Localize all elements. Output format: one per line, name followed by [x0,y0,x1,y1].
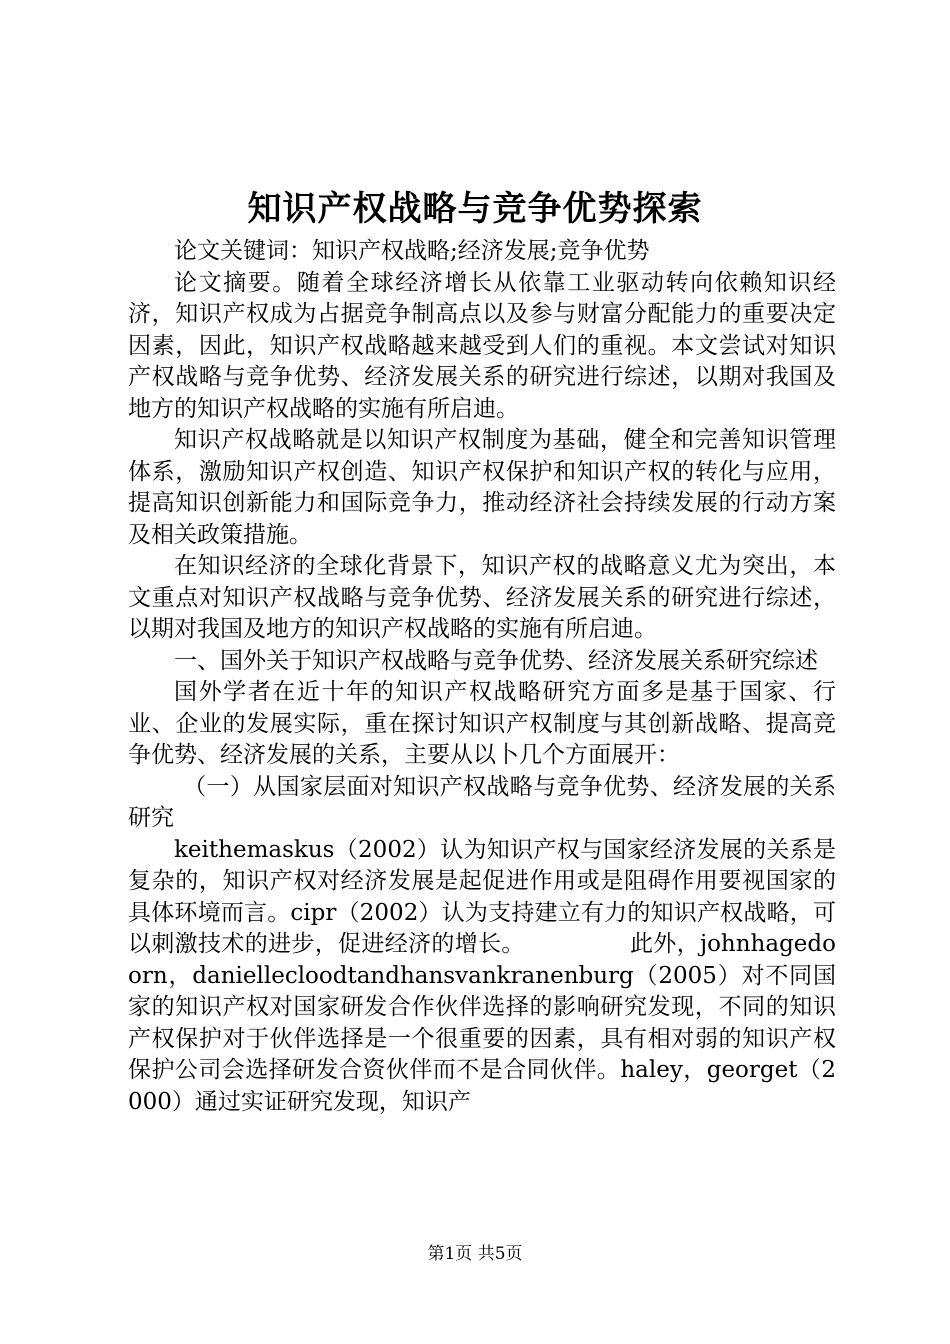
keywords-paragraph: 论文关键词：知识产权战略;经济发展;竞争优势 [174,238,650,264]
document-title: 知识产权战略与竞争优势探索 [247,189,703,229]
subsection-heading: （一）从国家层面对知识产权战略与竞争优势、经济发展的关系研究 [128,773,836,831]
section-heading: 一、国外关于知识产权战略与竞争优势、经济发展关系研究综述 [174,647,818,674]
body-paragraph: keithemaskus（2002）认为知识产权与国家经济发展的关系是复杂的，知识产权对经济发展是起促进作用或是阻碍作用要视国家的具体环境而言。cipr（2002）认为支持建立有力的知识产权战略，可以刺激技术的进步，促进经济的增长。 此外，johnhagedoorn，daniellecloodtandhansvankranenburg（2005）对不同国家的知识产权对国家研发合作伙伴选择的影响研究发现，不同的知识产权保护对于伙伴选择是一个很重要的因素，具有相对弱的知识产权保护公司会选择研发合资伙伴而不是合同伙伴。haley，georget（2000）通过实证研究发现，知识产 [128,836,836,1115]
body-paragraph: 国外学者在近十年的知识产权战略研究方面多是基于国家、行业、企业的发展实际，重在探讨知识产权制度与其创新战略、提高竞争优势、经济发展的关系，主要从以卜几个方面展开： [128,679,836,768]
definition-paragraph: 知识产权战略就是以知识产权制度为基础，健全和完善知识管理体系，激励知识产权创造、知识产权保护和知识产权的转化与应用，提高知识创新能力和国际竞争力，推动经济社会持续发展的行动方案及相关政策措施。 [128,427,836,548]
page-number-footer: 第1页 共5页 [427,1244,523,1264]
background-paragraph: 在知识经济的全球化背景下，知识产权的战略意义尤为突出，本文重点对知识产权战略与竞争优势、经济发展关系的研究进行综述，以期对我国及地方的知识产权战略的实施有所启迪。 [128,553,836,642]
abstract-paragraph: 论文摘要。随着全球经济增长从依靠工业驱动转向依赖知识经济，知识产权成为占据竞争制高点以及参与财富分配能力的重要决定因素，因此，知识产权战略越来越受到人们的重视。本文尝试对知识产权战略与竞争优势、经济发展关系的研究进行综述，以期对我国及地方的知识产权战略的实施有所启迪。 [128,269,836,422]
document-body [128,236,836,1118]
